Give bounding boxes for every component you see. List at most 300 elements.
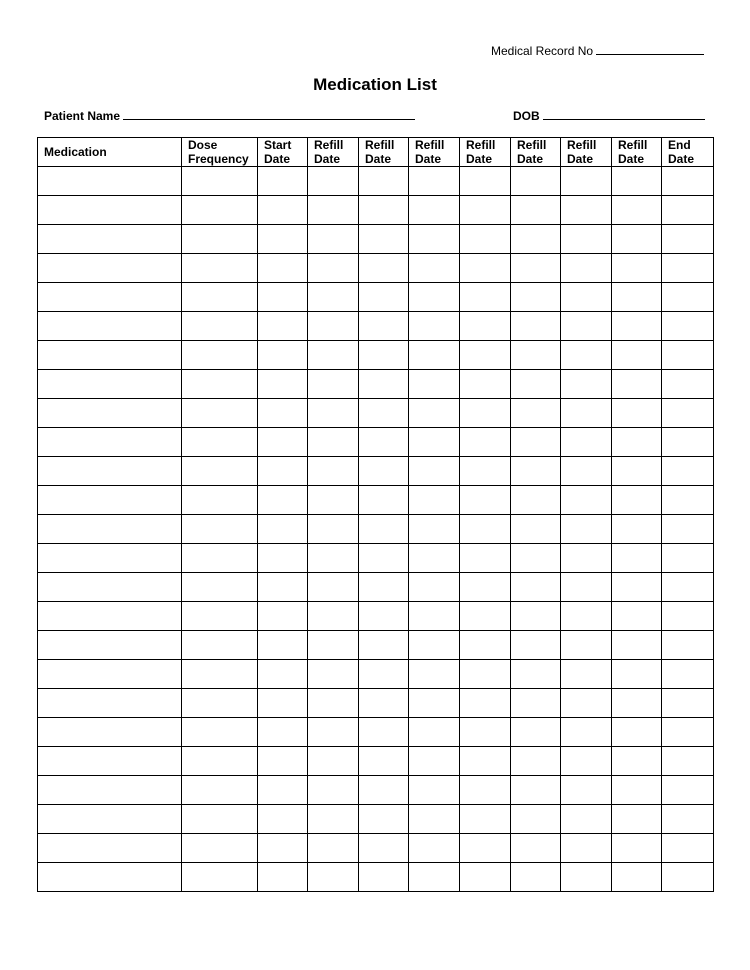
table-cell[interactable] — [561, 370, 612, 399]
table-cell[interactable] — [359, 167, 409, 196]
table-cell[interactable] — [409, 602, 460, 631]
table-cell[interactable] — [662, 225, 714, 254]
dob-blank[interactable] — [543, 108, 705, 120]
table-cell[interactable] — [182, 834, 258, 863]
table-cell[interactable] — [308, 428, 359, 457]
table-cell[interactable] — [409, 312, 460, 341]
table-cell[interactable] — [308, 544, 359, 573]
table-cell[interactable] — [308, 196, 359, 225]
table-cell[interactable] — [38, 486, 182, 515]
dob-field — [513, 108, 705, 123]
table-cell[interactable] — [409, 167, 460, 196]
table-cell[interactable] — [460, 370, 511, 399]
table-cell[interactable] — [460, 283, 511, 312]
table-row — [38, 428, 714, 457]
table-cell[interactable] — [662, 254, 714, 283]
table-cell[interactable] — [182, 718, 258, 747]
table-cell[interactable] — [359, 312, 409, 341]
table-cell[interactable] — [359, 544, 409, 573]
table-cell[interactable] — [460, 457, 511, 486]
table-cell[interactable] — [511, 457, 561, 486]
table-cell[interactable] — [612, 631, 662, 660]
table-cell[interactable] — [359, 254, 409, 283]
table-cell[interactable] — [38, 457, 182, 486]
table-cell[interactable] — [662, 747, 714, 776]
table-cell[interactable] — [258, 196, 308, 225]
table-cell[interactable] — [662, 515, 714, 544]
medical-record-field — [491, 43, 704, 58]
table-cell[interactable] — [258, 747, 308, 776]
table-cell[interactable] — [182, 573, 258, 602]
table-cell[interactable] — [612, 544, 662, 573]
table-cell[interactable] — [308, 312, 359, 341]
table-cell[interactable] — [511, 631, 561, 660]
column-header: Medication — [38, 138, 182, 167]
table-cell[interactable] — [662, 573, 714, 602]
table-cell[interactable] — [359, 689, 409, 718]
table-cell[interactable] — [308, 225, 359, 254]
table-cell[interactable] — [662, 196, 714, 225]
table-cell[interactable] — [662, 312, 714, 341]
table-cell[interactable] — [561, 167, 612, 196]
table-cell[interactable] — [511, 863, 561, 892]
table-cell[interactable] — [612, 602, 662, 631]
table-cell[interactable] — [511, 689, 561, 718]
table-cell[interactable] — [561, 341, 612, 370]
table-cell[interactable] — [182, 776, 258, 805]
table-cell[interactable] — [561, 399, 612, 428]
table-cell[interactable] — [359, 428, 409, 457]
table-cell[interactable] — [182, 254, 258, 283]
table-cell[interactable] — [258, 863, 308, 892]
table-cell[interactable] — [308, 747, 359, 776]
table-cell[interactable] — [460, 718, 511, 747]
table-cell[interactable] — [662, 863, 714, 892]
table-cell[interactable] — [38, 370, 182, 399]
table-cell[interactable] — [182, 167, 258, 196]
table-cell[interactable] — [511, 544, 561, 573]
table-cell[interactable] — [561, 312, 612, 341]
table-cell[interactable] — [308, 834, 359, 863]
table-cell[interactable] — [511, 283, 561, 312]
table-cell[interactable] — [612, 573, 662, 602]
table-cell[interactable] — [662, 689, 714, 718]
table-cell[interactable] — [561, 428, 612, 457]
table-cell[interactable] — [182, 341, 258, 370]
table-cell[interactable] — [258, 283, 308, 312]
table-cell[interactable] — [561, 747, 612, 776]
table-cell[interactable] — [612, 341, 662, 370]
table-cell[interactable] — [612, 399, 662, 428]
table-cell[interactable] — [359, 370, 409, 399]
table-cell[interactable] — [662, 370, 714, 399]
table-cell[interactable] — [511, 225, 561, 254]
medical-record-blank[interactable] — [596, 43, 704, 55]
table-cell[interactable] — [258, 312, 308, 341]
table-cell[interactable] — [612, 660, 662, 689]
table-cell[interactable] — [561, 689, 612, 718]
table-cell[interactable] — [38, 805, 182, 834]
table-cell[interactable] — [662, 631, 714, 660]
table-cell[interactable] — [182, 660, 258, 689]
column-header: Refill Date — [409, 138, 460, 167]
table-cell[interactable] — [182, 515, 258, 544]
table-cell[interactable] — [258, 573, 308, 602]
table-cell[interactable] — [460, 776, 511, 805]
table-cell[interactable] — [359, 457, 409, 486]
table-cell[interactable] — [460, 196, 511, 225]
table-cell[interactable] — [308, 776, 359, 805]
table-cell[interactable] — [511, 196, 561, 225]
table-cell[interactable] — [460, 544, 511, 573]
table-cell[interactable] — [308, 805, 359, 834]
table-cell[interactable] — [511, 167, 561, 196]
table-cell[interactable] — [460, 689, 511, 718]
table-cell[interactable] — [308, 370, 359, 399]
table-cell[interactable] — [511, 805, 561, 834]
table-cell[interactable] — [38, 689, 182, 718]
table-cell[interactable] — [258, 515, 308, 544]
table-cell[interactable] — [38, 776, 182, 805]
table-cell[interactable] — [460, 660, 511, 689]
table-cell[interactable] — [612, 428, 662, 457]
table-cell[interactable] — [511, 747, 561, 776]
table-cell[interactable] — [308, 689, 359, 718]
table-cell[interactable] — [561, 457, 612, 486]
table-cell[interactable] — [612, 863, 662, 892]
table-row — [38, 776, 714, 805]
table-cell[interactable] — [38, 718, 182, 747]
table-cell[interactable] — [460, 805, 511, 834]
table-cell[interactable] — [308, 515, 359, 544]
table-cell[interactable] — [359, 660, 409, 689]
table-cell[interactable] — [409, 515, 460, 544]
table-cell[interactable] — [38, 283, 182, 312]
table-cell[interactable] — [308, 602, 359, 631]
table-cell[interactable] — [612, 225, 662, 254]
table-cell[interactable] — [308, 486, 359, 515]
table-cell[interactable] — [561, 544, 612, 573]
table-cell[interactable] — [359, 805, 409, 834]
table-cell[interactable] — [308, 457, 359, 486]
table-cell[interactable] — [258, 602, 308, 631]
table-cell[interactable] — [511, 602, 561, 631]
table-cell[interactable] — [662, 341, 714, 370]
table-cell[interactable] — [359, 834, 409, 863]
table-cell[interactable] — [612, 689, 662, 718]
table-cell[interactable] — [662, 834, 714, 863]
table-cell[interactable] — [662, 602, 714, 631]
table-cell[interactable] — [182, 602, 258, 631]
table-cell[interactable] — [612, 747, 662, 776]
table-cell[interactable] — [182, 225, 258, 254]
table-cell[interactable] — [409, 254, 460, 283]
table-cell[interactable] — [38, 341, 182, 370]
table-cell[interactable] — [561, 776, 612, 805]
column-header: Refill Date — [511, 138, 561, 167]
table-cell[interactable] — [359, 486, 409, 515]
table-cell[interactable] — [38, 544, 182, 573]
table-cell[interactable] — [38, 631, 182, 660]
table-cell[interactable] — [460, 747, 511, 776]
table-cell[interactable] — [359, 196, 409, 225]
table-cell[interactable] — [182, 544, 258, 573]
table-cell[interactable] — [561, 254, 612, 283]
table-cell[interactable] — [612, 718, 662, 747]
table-cell[interactable] — [38, 399, 182, 428]
table-cell[interactable] — [662, 283, 714, 312]
table-cell[interactable] — [258, 225, 308, 254]
table-cell[interactable] — [308, 573, 359, 602]
table-cell[interactable] — [409, 805, 460, 834]
table-cell[interactable] — [460, 573, 511, 602]
table-cell[interactable] — [359, 602, 409, 631]
table-cell[interactable] — [662, 718, 714, 747]
table-cell[interactable] — [561, 805, 612, 834]
table-cell[interactable] — [258, 544, 308, 573]
table-row — [38, 544, 714, 573]
table-cell[interactable] — [182, 283, 258, 312]
table-cell[interactable] — [612, 515, 662, 544]
table-cell[interactable] — [258, 486, 308, 515]
table-cell[interactable] — [409, 486, 460, 515]
table-cell[interactable] — [409, 428, 460, 457]
table-cell[interactable] — [409, 196, 460, 225]
table-cell[interactable] — [511, 834, 561, 863]
table-cell[interactable] — [511, 254, 561, 283]
table-cell[interactable] — [460, 834, 511, 863]
table-cell[interactable] — [409, 834, 460, 863]
table-cell[interactable] — [662, 660, 714, 689]
table-cell[interactable] — [612, 312, 662, 341]
dob-label: DOB — [513, 109, 540, 123]
table-cell[interactable] — [511, 399, 561, 428]
table-cell[interactable] — [182, 370, 258, 399]
table-cell[interactable] — [409, 544, 460, 573]
table-cell[interactable] — [182, 399, 258, 428]
table-cell[interactable] — [662, 805, 714, 834]
table-cell[interactable] — [662, 399, 714, 428]
table-cell[interactable] — [460, 863, 511, 892]
table-cell[interactable] — [409, 283, 460, 312]
table-cell[interactable] — [38, 254, 182, 283]
table-cell[interactable] — [511, 312, 561, 341]
table-cell[interactable] — [561, 225, 612, 254]
table-cell[interactable] — [561, 283, 612, 312]
table-cell[interactable] — [38, 312, 182, 341]
table-cell[interactable] — [409, 776, 460, 805]
table-row — [38, 399, 714, 428]
table-cell[interactable] — [511, 370, 561, 399]
table-cell[interactable] — [258, 341, 308, 370]
table-cell[interactable] — [409, 341, 460, 370]
table-cell[interactable] — [511, 428, 561, 457]
table-cell[interactable] — [308, 660, 359, 689]
table-row — [38, 747, 714, 776]
table-cell[interactable] — [258, 428, 308, 457]
table-cell[interactable] — [359, 747, 409, 776]
table-cell[interactable] — [662, 457, 714, 486]
table-cell[interactable] — [258, 689, 308, 718]
table-cell[interactable] — [258, 718, 308, 747]
table-row — [38, 254, 714, 283]
table-cell[interactable] — [561, 602, 612, 631]
table-cell[interactable] — [258, 834, 308, 863]
table-cell[interactable] — [258, 631, 308, 660]
table-cell[interactable] — [511, 486, 561, 515]
table-cell[interactable] — [662, 544, 714, 573]
table-cell[interactable] — [511, 776, 561, 805]
table-cell[interactable] — [308, 341, 359, 370]
table-cell[interactable] — [612, 370, 662, 399]
table-row — [38, 718, 714, 747]
table-cell[interactable] — [511, 573, 561, 602]
table-cell[interactable] — [308, 718, 359, 747]
table-cell[interactable] — [182, 689, 258, 718]
table-cell[interactable] — [409, 660, 460, 689]
patient-name-field — [44, 108, 415, 123]
table-cell[interactable] — [182, 863, 258, 892]
table-cell[interactable] — [38, 747, 182, 776]
table-cell[interactable] — [308, 254, 359, 283]
medication-table — [37, 137, 714, 892]
column-header: Dose Frequency — [182, 138, 258, 167]
table-cell[interactable] — [561, 196, 612, 225]
table-cell[interactable] — [561, 834, 612, 863]
table-cell[interactable] — [561, 660, 612, 689]
table-cell[interactable] — [409, 718, 460, 747]
table-cell[interactable] — [38, 515, 182, 544]
table-cell[interactable] — [561, 863, 612, 892]
table-cell[interactable] — [359, 631, 409, 660]
table-cell[interactable] — [258, 457, 308, 486]
table-cell[interactable] — [409, 631, 460, 660]
table-cell[interactable] — [662, 167, 714, 196]
table-cell[interactable] — [612, 196, 662, 225]
table-cell[interactable] — [460, 602, 511, 631]
table-cell[interactable] — [409, 747, 460, 776]
table-cell[interactable] — [359, 573, 409, 602]
table-cell[interactable] — [258, 254, 308, 283]
table-cell[interactable] — [662, 428, 714, 457]
table-cell[interactable] — [182, 312, 258, 341]
table-cell[interactable] — [258, 399, 308, 428]
table-cell[interactable] — [460, 486, 511, 515]
table-cell[interactable] — [460, 341, 511, 370]
table-cell[interactable] — [460, 515, 511, 544]
table-cell[interactable] — [38, 602, 182, 631]
patient-name-blank[interactable] — [123, 108, 415, 120]
table-cell[interactable] — [511, 515, 561, 544]
table-cell[interactable] — [359, 283, 409, 312]
table-cell[interactable] — [662, 776, 714, 805]
table-cell[interactable] — [308, 631, 359, 660]
table-cell[interactable] — [359, 225, 409, 254]
table-cell[interactable] — [561, 486, 612, 515]
table-cell[interactable] — [182, 457, 258, 486]
table-cell[interactable] — [662, 486, 714, 515]
table-cell[interactable] — [182, 428, 258, 457]
table-cell[interactable] — [359, 341, 409, 370]
table-cell[interactable] — [612, 834, 662, 863]
table-cell[interactable] — [511, 341, 561, 370]
table-cell[interactable] — [612, 283, 662, 312]
table-cell[interactable] — [409, 399, 460, 428]
table-cell[interactable] — [409, 457, 460, 486]
table-cell[interactable] — [182, 631, 258, 660]
table-cell[interactable] — [460, 254, 511, 283]
table-cell[interactable] — [511, 660, 561, 689]
table-cell[interactable] — [182, 747, 258, 776]
table-cell[interactable] — [409, 863, 460, 892]
table-cell[interactable] — [612, 254, 662, 283]
table-cell[interactable] — [612, 486, 662, 515]
table-header-row — [38, 138, 714, 167]
table-cell[interactable] — [359, 399, 409, 428]
table-cell[interactable] — [460, 631, 511, 660]
table-cell[interactable] — [38, 428, 182, 457]
table-cell[interactable] — [409, 370, 460, 399]
table-cell[interactable] — [38, 196, 182, 225]
table-cell[interactable] — [561, 631, 612, 660]
table-cell[interactable] — [612, 776, 662, 805]
table-cell[interactable] — [38, 225, 182, 254]
table-cell[interactable] — [308, 167, 359, 196]
table-cell[interactable] — [38, 834, 182, 863]
table-row — [38, 631, 714, 660]
table-cell[interactable] — [258, 167, 308, 196]
table-cell[interactable] — [38, 167, 182, 196]
table-cell[interactable] — [359, 718, 409, 747]
table-cell[interactable] — [258, 370, 308, 399]
table-cell[interactable] — [460, 428, 511, 457]
table-cell[interactable] — [511, 718, 561, 747]
table-cell[interactable] — [409, 689, 460, 718]
table-cell[interactable] — [182, 486, 258, 515]
table-cell[interactable] — [258, 805, 308, 834]
table-cell[interactable] — [561, 718, 612, 747]
table-cell[interactable] — [460, 312, 511, 341]
table-cell[interactable] — [359, 776, 409, 805]
table-cell[interactable] — [38, 573, 182, 602]
table-cell[interactable] — [38, 863, 182, 892]
table-cell[interactable] — [182, 196, 258, 225]
table-cell[interactable] — [460, 167, 511, 196]
table-cell[interactable] — [612, 805, 662, 834]
table-cell[interactable] — [359, 863, 409, 892]
table-cell[interactable] — [612, 457, 662, 486]
table-cell[interactable] — [38, 660, 182, 689]
table-cell[interactable] — [409, 225, 460, 254]
table-cell[interactable] — [258, 660, 308, 689]
table-cell[interactable] — [561, 515, 612, 544]
table-cell[interactable] — [409, 573, 460, 602]
table-cell[interactable] — [182, 805, 258, 834]
table-row — [38, 515, 714, 544]
table-cell[interactable] — [612, 167, 662, 196]
table-row — [38, 370, 714, 399]
table-cell[interactable] — [359, 515, 409, 544]
table-row — [38, 457, 714, 486]
table-cell[interactable] — [561, 573, 612, 602]
table-cell[interactable] — [258, 776, 308, 805]
table-cell[interactable] — [460, 225, 511, 254]
table-cell[interactable] — [308, 863, 359, 892]
table-cell[interactable] — [308, 283, 359, 312]
table-cell[interactable] — [460, 399, 511, 428]
table-cell[interactable] — [308, 399, 359, 428]
column-header: Refill Date — [460, 138, 511, 167]
